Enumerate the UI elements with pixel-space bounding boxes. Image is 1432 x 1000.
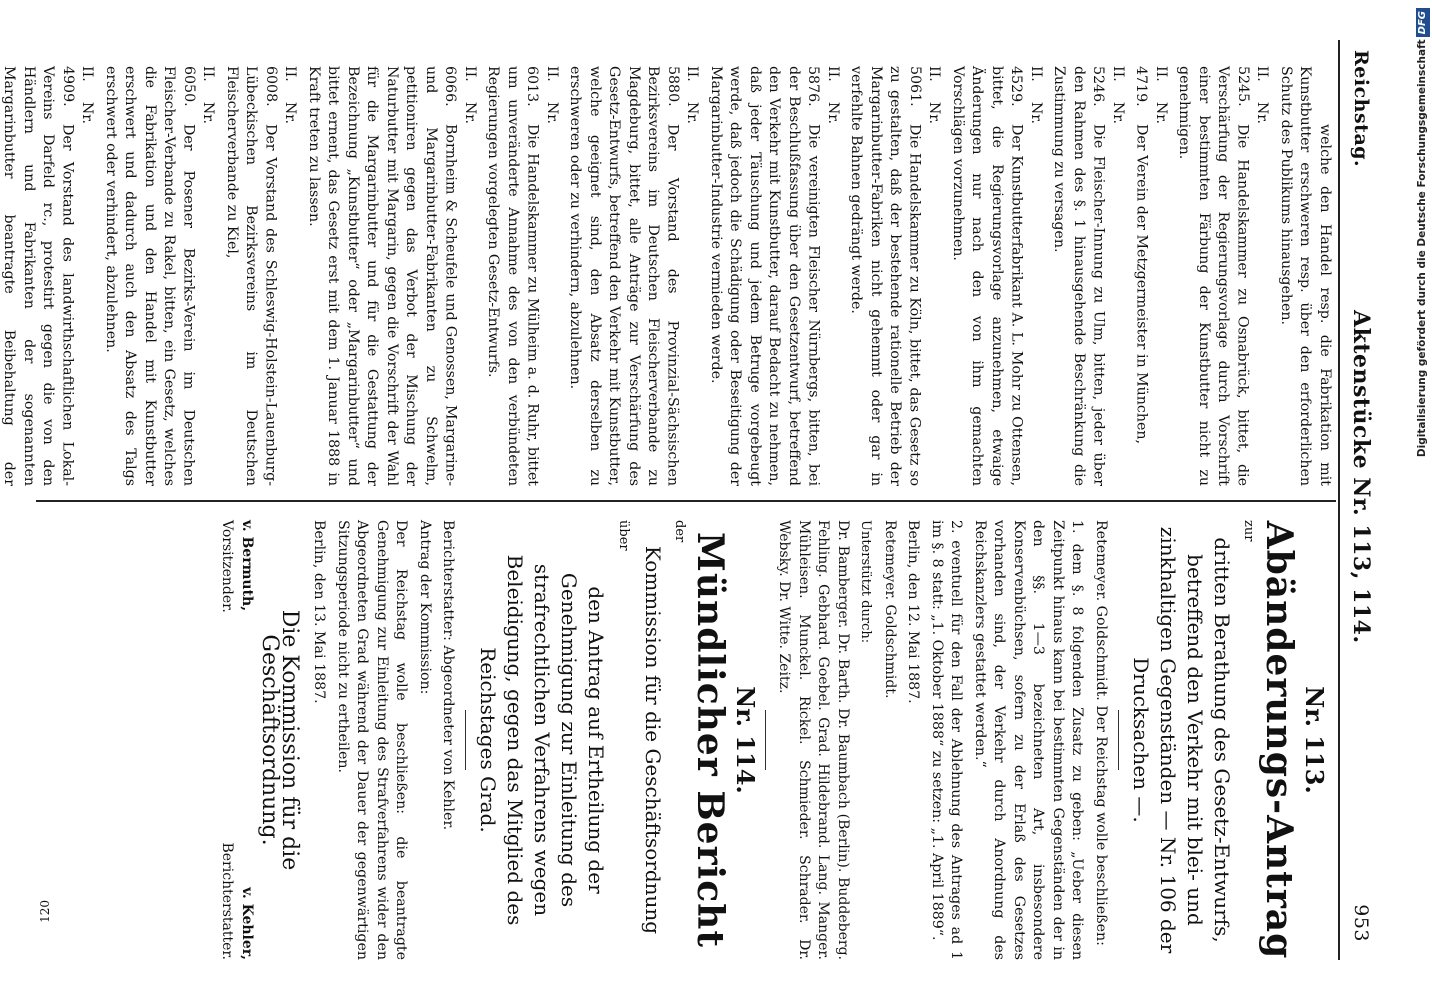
nr113-title: Abänderungs-Antrag <box>1258 520 1301 960</box>
sign-left-name: v. Bermuth, <box>239 520 255 612</box>
nr114-subject: den Antrag auf Ertheilung der Genehmigung zur Einleitung des strafrechtlichen Verfahrens wegen Beleidigung, gegen das Mitglied des Reichstages Grad. <box>476 554 609 926</box>
dfg-logo: DFG <box>1416 8 1430 37</box>
sign-right-role: Berichterstatter. <box>219 842 236 960</box>
column-divider <box>36 500 1336 502</box>
petition-number: II. Nr. 4719. <box>1133 66 1169 124</box>
petition-text: Der Vorstand des landwirthschaftlichen Lokal-Vereins Darfeld rc., protestirt gegen die von den Händlern und Fabrikanten der sogenannten Margarinbutter beantragte Beibehaltung der <box>1 66 76 486</box>
nr114-commission: Kommission für die Geschäftsordnung <box>641 545 665 935</box>
petition-text: Der Kunstbutterfabrikant A. L. Mohr zu Ottensen, bittet, die Regierungsvorlage anzunehmen, etwaige Änderungen nur nach den von ihm gemachten Vorschlägen vorzunehmen. <box>950 66 1025 486</box>
nr113-zur: zur <box>1241 520 1257 542</box>
petition-entry <box>304 66 480 486</box>
nr114-der: der <box>672 520 688 543</box>
rule <box>1118 710 1119 770</box>
petition-entry <box>1276 66 1335 486</box>
nr113-subtitle: dritten Berathung des Gesetz-Entwurfs, betreffend den Verkehr mit blei- und zinkhaltigen Gegenständen — Nr. 106 der Drucksachen —. <box>1129 526 1234 954</box>
footer-page-number: 120 <box>38 900 52 923</box>
petition-number: II. Nr. 6066. <box>442 66 478 124</box>
petition-text: Die Handelskammer zu Mülheim a. d. Ruhr, bittet um unveränderte Annahme des von den verbündeten Regierungen vorgelegten Gesetz-Entwurfs. <box>485 66 541 486</box>
nr114-reporter: Berichterstatter: Abgeordneter von Kehler. <box>440 520 457 831</box>
petition-entry <box>222 66 300 486</box>
petition-entry <box>1174 66 1272 486</box>
sign-left-role: Vorsitzender. <box>219 520 236 613</box>
nr114-date: Berlin, den 13. Mai 1887. <box>311 520 328 704</box>
nr113-number: Nr. 113. <box>1300 686 1329 794</box>
petition-entry <box>706 66 843 486</box>
nr113-supporters: Dr. Bamberger. Dr. Barth. Dr. Baumbach (Berlin). Buddeberg. Fehling. Gebhard. Goebel. Grad. Hildebrand. Lang. Manger. Mühleisen. Munckel. Rickel. Schmieder. Schrader. Dr. Websky. Dr. Witte. Zeitz. <box>776 520 851 960</box>
left-column <box>0 66 1334 486</box>
nr113-intro: Retemeyer. Goldschmidt. Der Reichstag wolle beschließen: <box>1093 520 1109 946</box>
page-header <box>1340 40 1380 960</box>
petition-list <box>0 66 1334 486</box>
petition-number: II. Nr. 6013. <box>524 66 560 124</box>
petition-entry <box>1131 66 1170 486</box>
petition-text: Die vereinigten Fleischer Nürnbergs, bitten, bei der Beschlußfassung über den Gesetzentwurf, betreffend den Verkehr mit Kunstbutter, darauf Bedacht zu nehmen, daß jeder Täuschung und jedem Betruge vorgebeugt werde, daß jedoch die Schädigung oder Beseitigung der Margarinbutter-Industrie vermieden werde. <box>708 66 822 486</box>
petition-entry <box>948 66 1046 486</box>
petition-number: II. Nr. 5880. <box>665 66 701 124</box>
nr113-support-label: Unterstützt durch: <box>858 520 874 644</box>
credit-text: Digitalisierung gefördert durch die Deutsche Forschungsgemeinschaft <box>1416 39 1428 458</box>
nr114-motion: Der Reichstag wolle beschließen: die beantragte Genehmigung zur Einleitung des Strafverfahrens wider den Abgeordneten Grad während der Dauer der gegenwärtigen Sitzungsperiode nicht zu ertheilen. <box>335 520 410 960</box>
petition-number: II. Nr. 5245. <box>1235 66 1271 124</box>
header-rule <box>1338 40 1340 960</box>
petition-entry <box>1049 66 1127 486</box>
nr114-title: Mündlicher Bericht <box>689 532 732 948</box>
petition-text: Der Posener Bezirks-Verein im Deutschen Fleischer-Verbande zu Rakel, bitten, ein Gesetz, welches die Fabrikation und den Handel mit Kunstbutter erschwert und dadurch auch den Absatz des Talgs erschwert oder verhindert, abzulehnen. <box>103 66 197 486</box>
nr113-item2: 2. eventuell für den Fall der Ablehnung des Antrages ad 1 im §. 8 statt: „1. Oktober 1888“ zu setzen: „1. April 1889“. <box>929 520 965 960</box>
petition-text: Bornheim & Scheufele und Genossen, Margarine- und Margarinbutter-Fabrikanten zu Schwelm, petitioniren gegen das Verbot der Mischung der Naturbutter mit Margarin, gegen die Vorschrift der Wahl für die Margarinbutter und für die Gestattung der Bezeichnung „Kunstbutter“ oder „Margarinbutter“ und bittet ernent, das Gesetz erst mit dem 1. Januar 1888 in Kraft treten zu lassen. <box>306 66 459 486</box>
nr114-motion-label: Antrag der Kommission: <box>417 520 433 695</box>
petition-number: II. Nr. 5876. <box>805 66 841 124</box>
rule <box>466 710 467 770</box>
petition-text: Der Verein der Metzgermeister in München, <box>1133 124 1150 445</box>
rule <box>765 710 766 770</box>
petition-text: Der Vorstand des Schleswig-Holstein-Lauenburg-Lübeckischen Bezirksvereins im Deutschen Fleischerverbande zu Kiel, <box>224 66 279 486</box>
petition-number: II. Nr. 6050. <box>181 66 217 124</box>
nr114-commission-line: Die Kommission für die Geschäftsordnung. <box>257 609 302 871</box>
nr113-date: Berlin, den 12. Mai 1887. <box>905 520 922 704</box>
petition-text: Die Fleischer-Innung zu Ulm, bitten, jeder über den Rahmen des §. 1 hinausgehende Beschränkung die Zustimmung zu versagen. <box>1051 66 1107 486</box>
petition-entry <box>101 66 218 486</box>
petition-number: II. Nr. 5061. <box>907 66 943 124</box>
nr114-number: Nr. 114. <box>731 686 760 794</box>
right-column <box>217 520 1334 960</box>
digitization-credit <box>1412 0 1432 1000</box>
page-number: 953 <box>1350 904 1372 942</box>
nr113-signers: Retemeyer. Goldschmidt. <box>882 520 898 699</box>
petition-text: Die Handelskammer zu Köln, bittet, das Gesetz so zu gestalten, daß der bestehende rationelle Betrieb der Margarinbutter-Fabriken nicht gehemmt oder gar in verfehlte Bahnen gedrängt werde. <box>848 66 923 486</box>
header-left: Reichstag. <box>1350 50 1372 168</box>
petition-number: II. Nr. 4529. <box>1008 66 1044 124</box>
petition-entry <box>0 66 97 486</box>
petition-number: II. Nr. 6008. <box>263 66 299 124</box>
petition-entry <box>846 66 944 486</box>
nr114-signatures <box>217 520 256 960</box>
petition-number: II. Nr. 5246. <box>1090 66 1126 124</box>
petition-number: II. Nr. 4909. <box>60 66 96 124</box>
nr113-item1: 1. dem §. 8 folgenden Zusatz zu geben: „Ueber diesen Zeitpunkt hinaus kann bei bestimmten Gegenständen der in den §§. 1—3 bezeichneten Art, insbesondere Konservenbüchsen, sofern zu der Erlaß des Gesetzes vorhanden sind, der Verkehr durch Anordnung des Reichskanzlers gestattet werden.“ <box>972 520 1086 960</box>
header-center: Aktenstücke Nr. 113, 114. <box>1348 310 1374 644</box>
petition-entry <box>483 66 561 486</box>
petition-entry <box>565 66 702 486</box>
sign-right-name: v. Kehler, <box>239 887 255 960</box>
petition-text: Die Handelskammer zu Osnabrück, bittet, die Verschärfung der Regierungsvorlage durch Vorschrift einer bestimmten Färbung der Kunstbutter nicht zu genehmigen. <box>1176 66 1251 486</box>
petition-text: welche den Handel resp. die Fabrikation mit Kunstbutter erschweren resp. über den erforderlichen Schutz des Publikums hinausgehen. <box>1278 66 1333 486</box>
petition-text: Der Vorstand des Provinzial-Sächsischen Bezirksvereins im Deutschen Fleischerverbande zu Magdeburg, bittet, alle Anträge zur Verschärfung des Gesetz-Entwurfs, betreffend den Verkehr mit Kunstbutter, welche geeignet sind, den Absatz derselben zu erschweren oder zu verhindern, abzulehnen. <box>567 66 681 486</box>
nr114-ueber: über <box>616 520 631 551</box>
